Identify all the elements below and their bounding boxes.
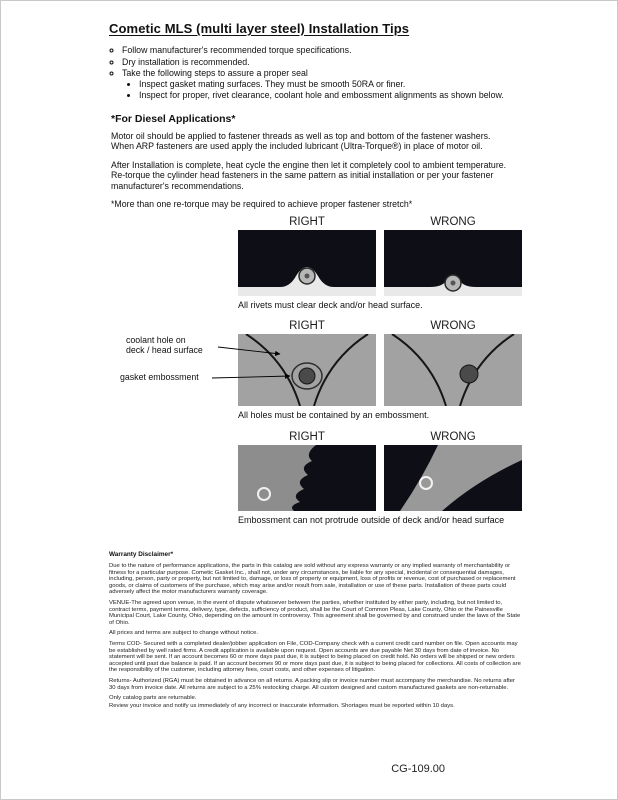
coolant-hole-right-diagram [238,334,376,406]
warranty-paragraph: Terms COD- Secured with a completed dealer/jobber application on File, COD-Company check with a current credit card number on file. Open accounts may be established by well rated firms. A credit application is available upon request. Open accounts are due payable Net 30 days from date of invoice. No statement will be sent. If an account becomes 60 or more days past due, it is subject to being placed on credit hold. No orders will be shipped or new orders accepted until past due balance is paid. If an account becomes 90 or more days past due, it is subject to being placed for collections. All costs of collection are the responsibility of the customer, including attorney fees, court costs, and other expenses of litigation. [109,640,521,674]
tip-item-text: Take the following steps to assure a proper seal [122,68,308,78]
fig3-header [238,431,522,443]
fig2-caption: All holes must be contained by an embossment. [238,410,430,420]
coolant-hole-label [126,335,203,355]
warranty-paragraph: VENUE-The agreed upon venue, in the event of dispute whatsoever between the parties, whether instituted by either party, including, but not limited to, contract terms, payment terms, delivery, type, defects, sufficiency of product, shall be the Court of Common Pleas, Lake County, Ohio or the Painesville Municipal Court, Lake County, Ohio, depending on the amount in controversy. This agreement shall be governed by and construed under the laws of the State of Ohio. [109,599,521,626]
warranty-paragraph: Review your invoice and notify us immediately of any incorrect or inaccurate information. Shortages must be reported within 10 days. [109,702,455,709]
fig2-images [120,334,522,406]
diesel-paragraph-1: Motor oil should be applied to fastener threads as well as top and bottom of the fastener washers. When ARP fasteners are used apply the included lubricant (Ultra-Torque®) in place of motor oil. [111,130,491,151]
fig3-wrong-label: WRONG [430,430,476,443]
tip-item [122,68,539,101]
main-content [1,1,617,525]
fig1-header [238,216,522,228]
tip-item: ◦ Dry installation is recommended. [122,57,539,68]
rivet-clearance-wrong-diagram [384,230,522,296]
fig2-right-label: RIGHT [289,320,325,332]
fig1-wrong-label: WRONG [430,215,476,228]
tip-subitem: • Inspect gasket mating surfaces. They must be smooth 50RA or finer. [139,79,539,90]
coolant-hole-label-line1: coolant hole on [126,335,186,345]
warranty-paragraph: Returns- Authorized (RGA) must be obtained in advance on all returns. A packing slip or invoice number must accompany the merchandise. No returns after 30 days from invoice date. All returns are subject to a 25% restocking charge. All custom designed and custom manufactured gaskets are non-returnable. [109,677,516,691]
document-code: CG-109.00 [391,763,445,775]
rivet-clearance-right-diagram [238,230,376,296]
retorque-note: *More than one re-torque may be required to achieve proper fastener stretch* [111,199,413,209]
embossment-wrong-diagram [384,445,522,511]
figures-section [120,215,522,526]
fig2-block [120,320,522,421]
warranty-paragraph: Due to the nature of performance applications, the parts in this catalog are sold without any express warranty or any implied warranty of merchantability or fitness for a particular purpose. Cometic Gasket Inc., shall not, under any circumstances, be liable for any special, incidental or consequential damages, including, person, party or property, but not limited to, damage, or loss of property or equipment, loss of profits or revenue, cost of purchased or replacement goods, or claims of customers of the purchase, which may arise and/or result from sale, installation or use of these parts. Installation of these parts could adversely affect the motor manufacturers warranty coverage. [109,563,516,596]
tips-list [122,45,539,101]
fig3-right-label: RIGHT [289,430,325,443]
warranty-section [1,535,617,709]
fig1-right-label: RIGHT [289,215,325,228]
diesel-paragraph-2: After Installation is complete, heat cycle the engine then let it completely cool to ambient temperature. Re-torque the cylinder head fasteners in the same pattern as initial installation or per your fastener manufacturer's recommendations. [111,159,507,191]
warranty-heading: Warranty Disclaimer* [109,551,174,558]
tips-sublist [139,79,539,101]
fig2-wrong-label: WRONG [430,320,476,332]
fig1-caption: All rivets must clear deck and/or head surface. [238,299,423,310]
page-title: Cometic MLS (multi layer steel) Installation Tips [109,21,410,36]
coolant-hole-wrong-diagram [384,334,522,406]
warranty-paragraph: All prices and terms are subject to change without notice. [109,630,258,637]
fig2-header [238,320,522,332]
fig1-images [238,230,522,296]
coolant-hole-label-line2: deck / head surface [126,345,203,355]
gasket-embossment-label: gasket embossment [120,372,199,382]
tip-subitem: • Inspect for proper, rivet clearance, coolant hole and embossment alignments as shown below. [139,90,539,101]
warranty-paragraph: Only catalog parts are returnable. [109,695,197,702]
tip-item: ◦ Follow manufacturer's recommended torque specifications. [122,45,539,56]
fig3-caption: Embossment can not protrude outside of deck and/or head surface [238,514,505,525]
embossment-right-diagram [238,445,376,511]
fig3-images [238,445,522,511]
diesel-applications-heading: *For Diesel Applications* [111,112,236,125]
